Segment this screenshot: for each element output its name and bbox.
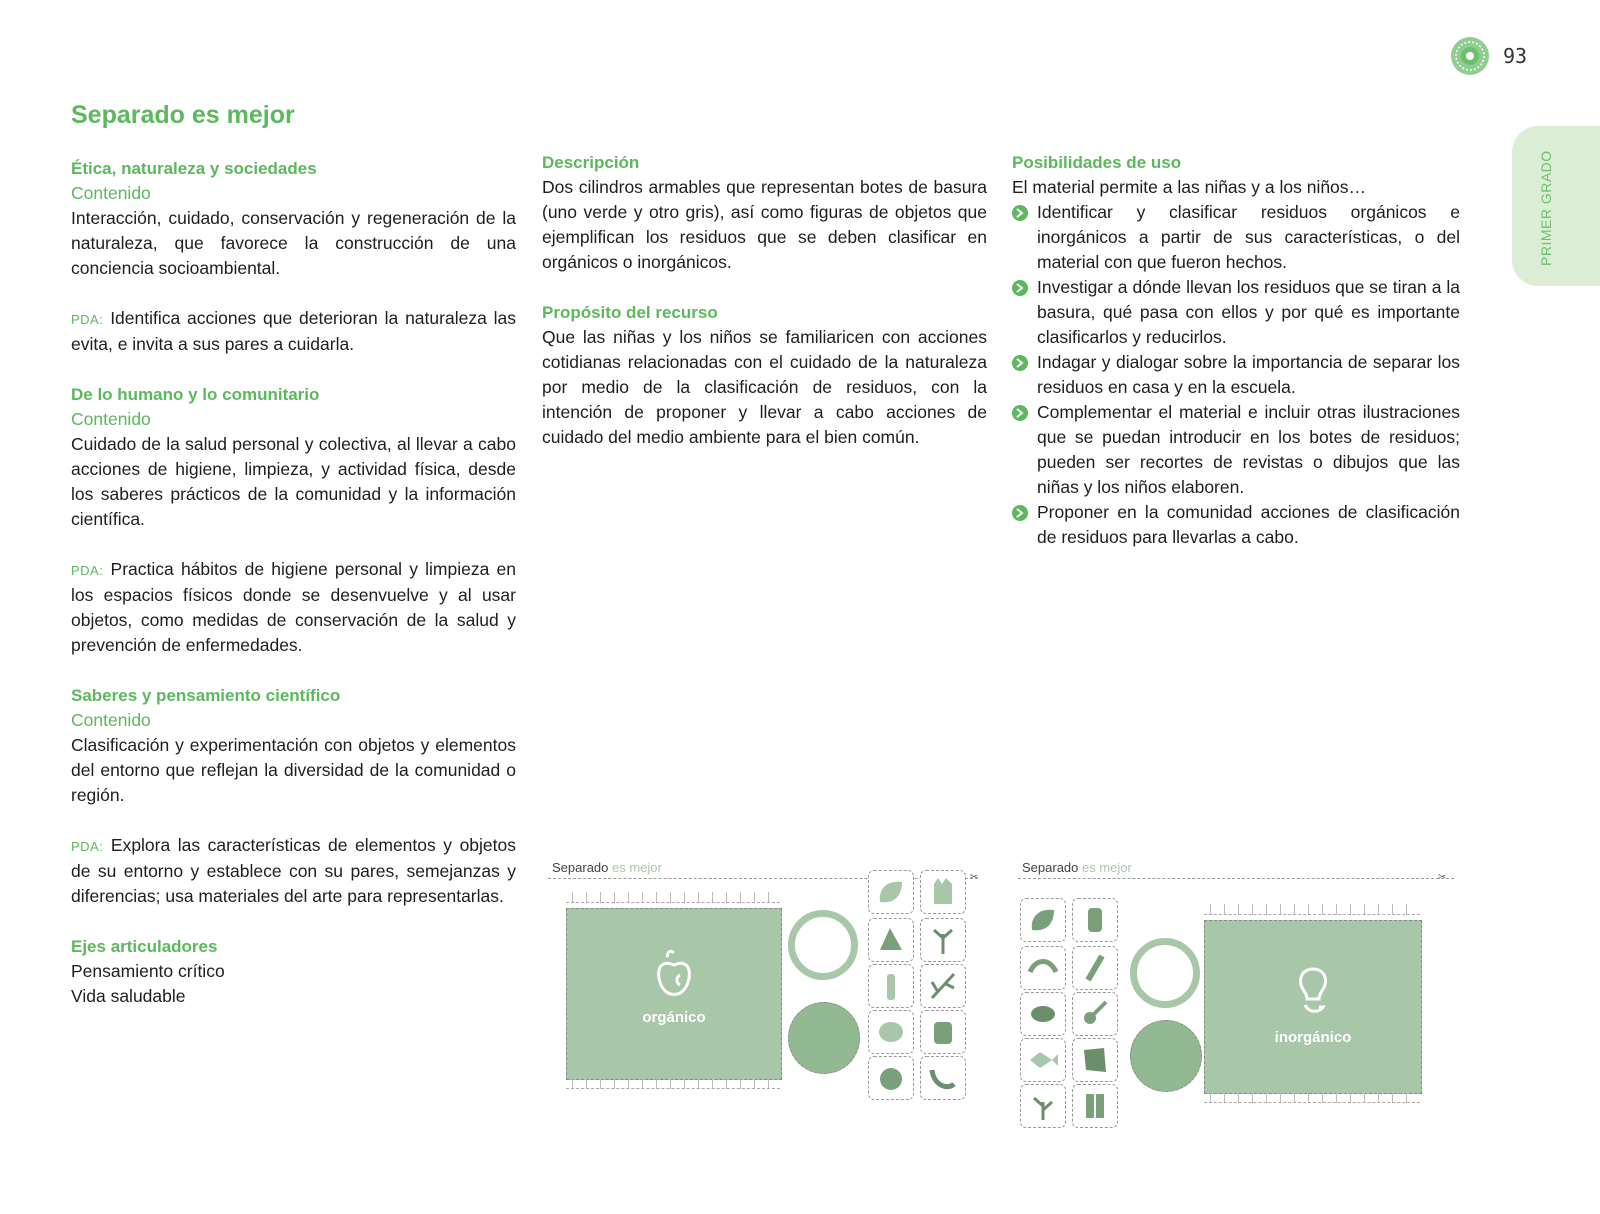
waste-card-branches (920, 964, 966, 1008)
pda-text: Practica hábitos de higiene personal y limpieza en los espacios físicos donde se desenvuelve y al usar objetos, como medidas de conservación de la salud y prevención de enfermedades. (71, 559, 516, 655)
waste-card-fish (1020, 1038, 1066, 1082)
thumbnail-title: Separado es mejor (552, 860, 662, 875)
list-item (1012, 350, 1460, 400)
waste-card-fruit (868, 1056, 914, 1100)
chevron-right-icon (1012, 205, 1028, 221)
list-item (1012, 500, 1460, 550)
right-column (1012, 150, 1460, 550)
page-number: 93 (1503, 44, 1528, 68)
middle-column (542, 150, 987, 450)
recycle-bulb-icon (1289, 965, 1337, 1017)
posibilidades-heading: Posibilidades de uso (1012, 153, 1182, 172)
bin-flap-edge (1204, 1092, 1420, 1103)
pda-label: PDA: (71, 312, 104, 327)
list-item-text: Indagar y dialogar sobre la importancia de separar los residuos en casa y en la escuela. (1037, 352, 1460, 397)
list-item (1012, 275, 1460, 350)
inorganic-bin-body (1204, 920, 1422, 1094)
thumbnail-title: Separado es mejor (1022, 860, 1132, 875)
pda-paragraph (71, 833, 516, 909)
pda-text: Explora las características de elementos y objetos de su entorno y establece con su pares, semejanzas y diferencias; usa materiales del arte para representarlas. (71, 835, 516, 906)
waste-card-shell (868, 1010, 914, 1054)
waste-card-bottle (1072, 898, 1118, 942)
chevron-right-icon (1012, 280, 1028, 296)
scissors-icon: ✂ (1438, 872, 1447, 883)
pda-paragraph (71, 306, 516, 357)
organic-bin-thumbnail (548, 852, 988, 1124)
list-item-text: Proponer en la comunidad acciones de clasificación de residuos para llevarlas a cabo. (1037, 502, 1460, 547)
section-heading: Saberes y pensamiento científico (71, 686, 341, 705)
bin-lid-ring (1130, 938, 1200, 1008)
bin-base-disc (788, 1002, 860, 1074)
apple-core-icon (650, 947, 698, 999)
waste-card-box (1072, 1084, 1118, 1128)
waste-card-bottle (868, 964, 914, 1008)
list-item-text: Investigar a dónde llevan los residuos que se tiran a la basura, qué pasa con ellos y por qué es importante clasificarlos y reducirlos. (1037, 277, 1460, 347)
waste-card-sprout (1020, 1084, 1066, 1128)
bin-flap-edge (1204, 904, 1420, 915)
waste-card-peel (1020, 946, 1066, 990)
section-content: Clasificación y experimentación con objetos y elementos del entorno que reflejan la diversidad de la comunidad o región. (71, 735, 516, 805)
waste-card-banana (920, 1056, 966, 1100)
bin-lid-ring (788, 910, 858, 980)
waste-card-bag (920, 870, 966, 914)
list-item (1012, 200, 1460, 275)
waste-card-peel (868, 918, 914, 962)
section-subheading: Contenido (71, 183, 151, 203)
bin-label: orgánico (642, 1009, 706, 1026)
pda-label: PDA: (71, 563, 104, 578)
section-subheading: Contenido (71, 409, 151, 429)
eje-item: Pensamiento crítico (71, 961, 225, 981)
grade-label: PRIMER GRADO (1538, 150, 1554, 266)
list-item-text: Identificar y clasificar residuos orgánicos e inorgánicos a partir de sus características, o del material con que fueron hechos. (1037, 202, 1460, 272)
chevron-right-icon (1012, 355, 1028, 371)
bin-base-disc (1130, 1020, 1202, 1092)
descripcion-text: Dos cilindros armables que representan botes de basura (uno verde y otro gris), así como figuras de objetos que ejemplifican los residuos que se deben clasificar en orgánicos o inorgánicos. (542, 177, 987, 272)
grade-side-tab (1512, 126, 1600, 286)
waste-card-paper (1072, 1038, 1118, 1082)
chevron-right-icon (1012, 405, 1028, 421)
chevron-right-icon (1012, 505, 1028, 521)
section-subheading: Contenido (71, 710, 151, 730)
waste-card-key (1072, 992, 1118, 1036)
section-content: Cuidado de la salud personal y colectiva, al llevar a cabo acciones de higiene, limpieza, y actividad física, desde los saberes prácticos de la comunidad y la información científica. (71, 434, 516, 529)
left-column (71, 156, 516, 1009)
page-title: Separado es mejor (71, 101, 295, 129)
proposito-text: Que las niñas y los niños se familiaricen con acciones cotidianas relacionadas con el cuidado de la naturaleza por medio de la clasificación de residuos, con la intención de proponer y llevar a cabo acciones de cuidado del medio ambiente para el bien común. (542, 327, 987, 447)
pda-paragraph (71, 557, 516, 658)
list-item (1012, 400, 1460, 500)
section-heading: Ética, naturaleza y sociedades (71, 159, 317, 178)
pda-label: PDA: (71, 839, 104, 854)
ejes-heading: Ejes articuladores (71, 937, 218, 956)
descripcion-heading: Descripción (542, 153, 640, 172)
eje-item: Vida saludable (71, 986, 186, 1006)
waste-card-corn (1020, 992, 1066, 1036)
waste-card-plant (920, 918, 966, 962)
list-item-text: Complementar el material e incluir otras ilustraciones que se puedan introducir en los botes de residuos; pueden ser recortes de revistas o dibujos que las niñas y los niños elaboren. (1037, 402, 1460, 497)
section-heading: De lo humano y lo comunitario (71, 385, 320, 404)
pda-text: Identifica acciones que deterioran la naturaleza las evita, e invita a sus pares a cuidarla. (71, 308, 516, 354)
book-logo-icon (1450, 36, 1490, 76)
posibilidades-intro: El material permite a las niñas y a los niños… (1012, 177, 1367, 197)
bin-flap-edge (566, 892, 780, 903)
waste-card-glass (1072, 946, 1118, 990)
bin-flap-edge (566, 1078, 780, 1089)
scissors-icon: ✂ (970, 872, 979, 883)
cut-line (1018, 878, 1454, 879)
section-content: Interacción, cuidado, conservación y regeneración de la naturaleza, que favorece la construcción de una conciencia socioambiental. (71, 208, 516, 278)
posibilidades-list (1012, 200, 1460, 550)
organic-bin-body (566, 908, 782, 1080)
proposito-heading: Propósito del recurso (542, 303, 718, 322)
waste-card-can (920, 1010, 966, 1054)
inorganic-bin-thumbnail (1018, 852, 1458, 1132)
bin-label: inorgánico (1274, 1029, 1352, 1046)
waste-card-leaf (868, 870, 914, 914)
waste-card-leaf (1020, 898, 1066, 942)
